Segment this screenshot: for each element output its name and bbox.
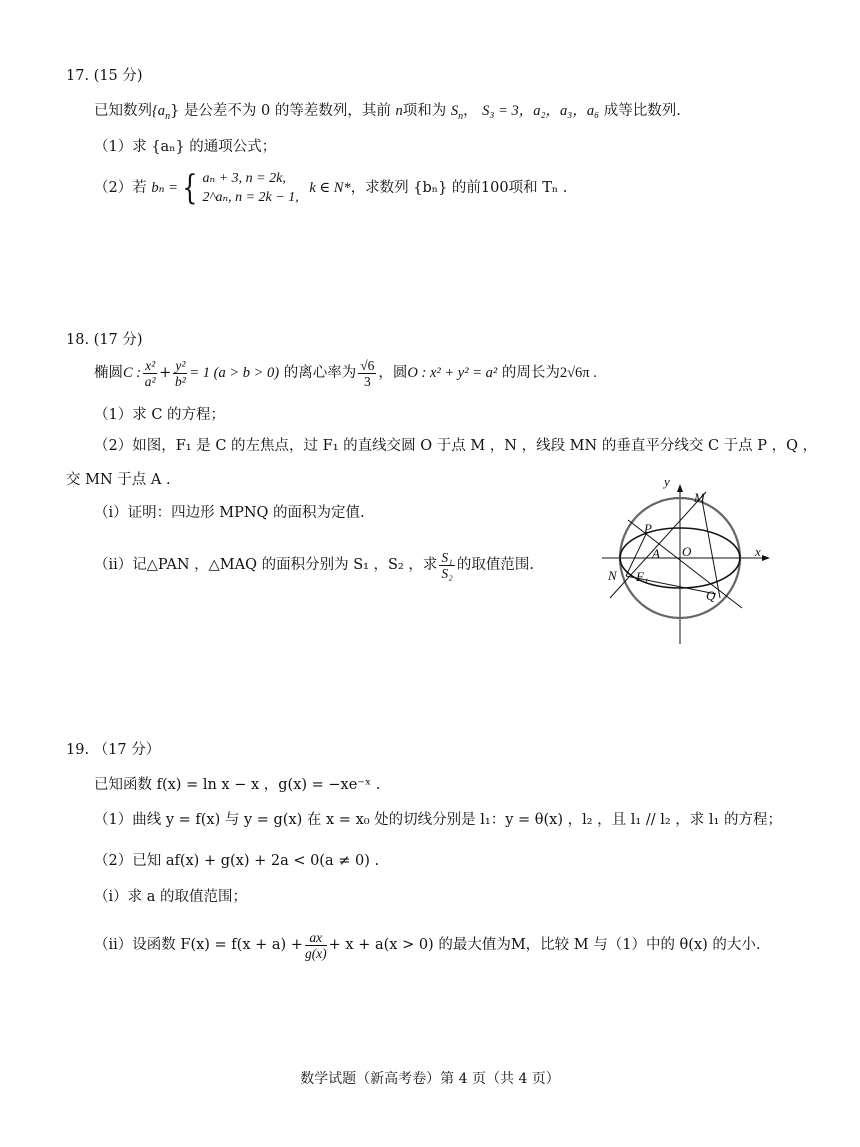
fig-label-f1: F₁: [636, 569, 649, 584]
q17-score: (15 分): [93, 68, 143, 84]
q17-part1: （1）求 {aₙ} 的通项公式；: [94, 139, 277, 155]
q17-intro-text: 成等比数列.: [603, 103, 681, 119]
fig-label-p: P: [644, 521, 652, 536]
q18-circumference: 2√6π .: [559, 365, 597, 381]
frac-denominator: 3: [363, 373, 371, 389]
q19-intro: 已知函数 f(x) = ln x − x ，g(x) = −xe⁻ˣ .: [94, 777, 381, 793]
q18-frac-x: [143, 358, 157, 389]
q18-score: (17 分): [93, 332, 143, 348]
frac-denominator: a²: [144, 373, 156, 389]
frac-denominator: S₂: [441, 565, 453, 581]
frac-numerator: ax: [305, 930, 327, 946]
frac-numerator: y²: [175, 357, 186, 373]
q19-part2-i: （i）求 a 的取值范围；: [94, 889, 247, 905]
q17-number: 17.: [66, 68, 90, 84]
frac-denominator: b²: [174, 373, 186, 389]
fig-label-o: O: [682, 544, 692, 559]
q18-part2-cont: 交 MN 于点 A .: [66, 472, 171, 488]
q18-text: （ii）记△PAN ，△MAQ 的面积分别为 S₁ ，S₂ ，求: [94, 557, 438, 573]
frac-numerator: x²: [145, 357, 156, 373]
fig-label-n: N: [608, 568, 617, 583]
q18-text: 椭圆: [94, 365, 123, 381]
q19-frac: [305, 930, 327, 961]
q19-part2: （2）已知 af(x) + g(x) + 2a < 0(a ≠ 0) .: [94, 853, 380, 869]
fig-label-y: y: [664, 474, 670, 489]
q18-figure: [600, 470, 780, 650]
q19-part1: （1）曲线 y = f(x) 与 y = g(x) 在 x = x₀ 处的切线分别是 l₁：y = θ(x) ，l₂ ，且 l₁ // l₂ ，求 l₁ 的方程；: [94, 812, 782, 828]
q17-condition: S₃ = 3，a₂，a₃，a₆: [482, 103, 600, 119]
q17-heading: [66, 66, 143, 86]
q17-piecewise: [203, 169, 299, 207]
q17-k-domain: k ∈ N*: [309, 180, 351, 196]
q19-part2-ii: [94, 925, 761, 965]
x-axis-arrow-icon: [762, 555, 770, 561]
page-footer: 数学试题（新高考卷）第 4 页（共 4 页）: [300, 1071, 560, 1087]
q17-sn: S: [450, 103, 459, 119]
q18-intro: [94, 355, 597, 391]
q18-frac-s: [439, 550, 454, 581]
q18-heading: [66, 330, 143, 350]
q18-circle-eq: O : x² + y² = a²: [407, 365, 498, 381]
q18-frac-ecc: [358, 358, 376, 389]
q18-text: 的离心率为: [283, 365, 357, 381]
q19-text: + x + a(x > 0) 的最大值为M，比较 M 与（1）中的 θ(x) 的大小.: [328, 937, 761, 953]
q17-intro: 已知数列$\{a_n\}$ 是公差不为 0 的等差数列，其前 n项和为 $S_n$， S₃ = 3，a₂，a₃，a₆ 成等比数列.: [94, 103, 681, 122]
q18-part2-i: （i）证明：四边形 MPNQ 的面积为定值.: [94, 505, 365, 521]
q17-case1: aₙ + 3, n = 2k,: [202, 171, 286, 186]
q17-part2-tail: ，求数列 {bₙ} 的前100项和 Tₙ .: [350, 180, 568, 196]
q17-intro-text: 已知数列: [94, 103, 152, 119]
q17-seq: {a: [152, 103, 166, 119]
q17-part2: [94, 168, 567, 208]
q19-text: （ii）设函数 F(x) = f(x + a) +: [94, 937, 303, 953]
q17-case2: 2^aₙ, n = 2k − 1,: [202, 190, 299, 205]
q18-part2: （2）如图，F₁ 是 C 的左焦点，过 F₁ 的直线交圆 O 于点 M ，N ，线段 MN 的垂直平分线交 C 于点 P ，Q ，: [94, 438, 818, 454]
fig-label-q: Q: [706, 588, 716, 603]
q19-heading: [66, 740, 160, 760]
q18-part2-ii: [94, 547, 534, 583]
q18-text: 的取值范围.: [456, 557, 534, 573]
fig-label-x: x: [755, 544, 761, 559]
q18-text: ，圆: [378, 365, 408, 381]
frac-numerator: S₁: [441, 549, 453, 565]
q18-part1: （1）求 C 的方程；: [94, 407, 226, 423]
q18-number: 18.: [66, 332, 90, 348]
q18-ellipse-name: C :: [123, 365, 142, 381]
left-brace-icon: {: [182, 168, 198, 208]
fig-label-m: M: [694, 490, 705, 505]
q17-part2-label: （2）若: [94, 180, 147, 196]
q17-intro-text: 项和为: [402, 103, 447, 119]
frac-denominator: g(x): [304, 945, 327, 961]
q18-frac-y: [173, 358, 187, 389]
q19-number: 19.: [66, 742, 90, 758]
q17-intro-text: } 是公差不为 0 的等差数列，其前: [170, 103, 391, 119]
q19-score: （17 分）: [93, 742, 161, 758]
q18-text: 的周长为: [501, 365, 560, 381]
fig-label-a: A: [652, 546, 660, 561]
frac-numerator: √6: [360, 357, 375, 373]
q18-condition: = 1 (a > b > 0): [189, 365, 280, 381]
q17-bn: bₙ =: [151, 180, 178, 196]
plus-sign: +: [159, 365, 172, 381]
q17-var-n: n: [395, 103, 403, 119]
y-axis-arrow-icon: [677, 484, 683, 492]
